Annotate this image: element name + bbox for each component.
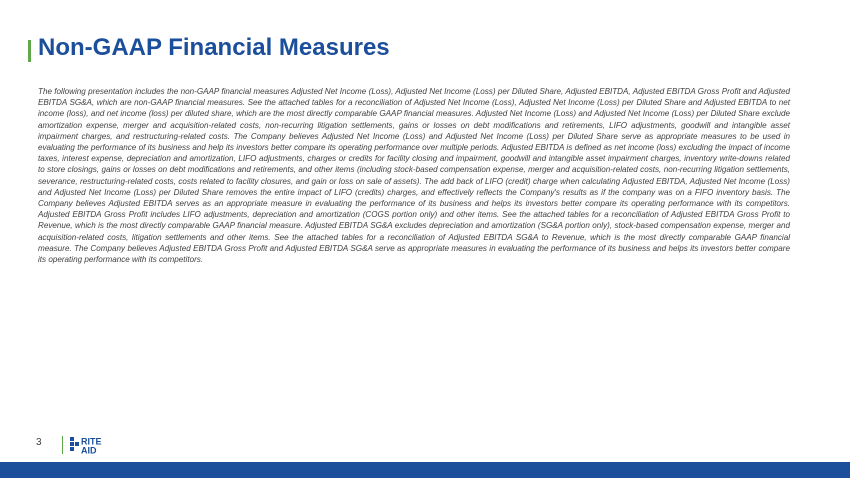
- page-title: Non-GAAP Financial Measures: [38, 34, 390, 61]
- rite-aid-logo: [70, 436, 116, 456]
- footer-band: [0, 462, 850, 478]
- body-paragraph: The following presentation includes the non-GAAP financial measures Adjusted Net Income (Loss), Adjusted Net Income (Loss) per Diluted Share, Adjusted EBITDA, Adjusted EBITDA Gross Profit and Adjusted EBITDA SG&A, which are non-GAAP financial measures. See the attached tables for a reconciliation of Adjusted Net Income (Loss), Adjusted Net Income (Loss) per Diluted Share and Adjusted EBITDA to net income (loss), and net income (loss) per diluted share, which are the most directly comparable GAAP financial measures. Adjusted Net Income (Loss) and Adjusted Net Income (Loss) per Diluted Share exclude amortization expense, merger and acquisition-related costs, non-recurring litigation settlements, gains or losses on debt modifications and retirements, LIFO adjustments, goodwill and intangible asset impairment charges, and restructuring-related costs. The Company believes Adjusted Net Income (Loss) and Adjusted Net Income (Loss) per Diluted Share serve as appropriate measures to be used in evaluating the performance of its business and help its investors better compare its operating performance over multiple periods. Adjusted EBITDA is defined as net income (loss) excluding the impact of income taxes, interest expense, depreciation and amortization, LIFO adjustments, charges or credits for facility closing and impairment, goodwill and intangible asset impairment charges, inventory write-downs related to store closings, gains or losses on debt modifications and retirements, and other items (including stock-based compensation expense, merger and acquisition-related costs, non-recurring litigation settlements, severance, restructuring-related costs, costs related to facility closures, and gain or loss on sale of assets). The add back of LIFO (credit) charge when calculating Adjusted EBITDA, Adjusted Net Income (Loss) and Adjusted Net Income (Loss) per Diluted Share removes the entire impact of LIFO (credits) charges, and effectively reflects the Company's results as if the company was on a FIFO inventory basis. The Company believes Adjusted EBITDA serves as an appropriate measure in evaluating the performance of its business and helps its investors better compare its operating performance with its competitors. Adjusted EBITDA Gross Profit includes LIFO adjustments, depreciation and amortization (COGS portion only) and other items. See the attached tables for a reconciliation of Adjusted EBITDA Gross Profit to Revenue, which is the most directly comparable GAAP financial measure. Adjusted EBITDA SG&A excludes depreciation and amortization (SG&A portion only), stock-based compensation expense, merger and acquisition-related costs, litigation settlements and other items. See the attached tables for a reconciliation of Adjusted EBITDA SG&A to Revenue, which is the most directly comparable GAAP financial measure. The Company believes Adjusted EBITDA Gross Profit and Adjusted EBITDA SG&A serve as appropriate measures in evaluating the performance of its business and helps its investors better compare its operating performance with its competitors.: [38, 87, 790, 265]
- logo-text-top: RITE: [81, 436, 102, 447]
- logo-text-bottom: AID: [81, 445, 97, 456]
- title-accent-bar: [28, 40, 31, 62]
- page-number: 3: [36, 437, 42, 448]
- footer-divider: [62, 436, 63, 454]
